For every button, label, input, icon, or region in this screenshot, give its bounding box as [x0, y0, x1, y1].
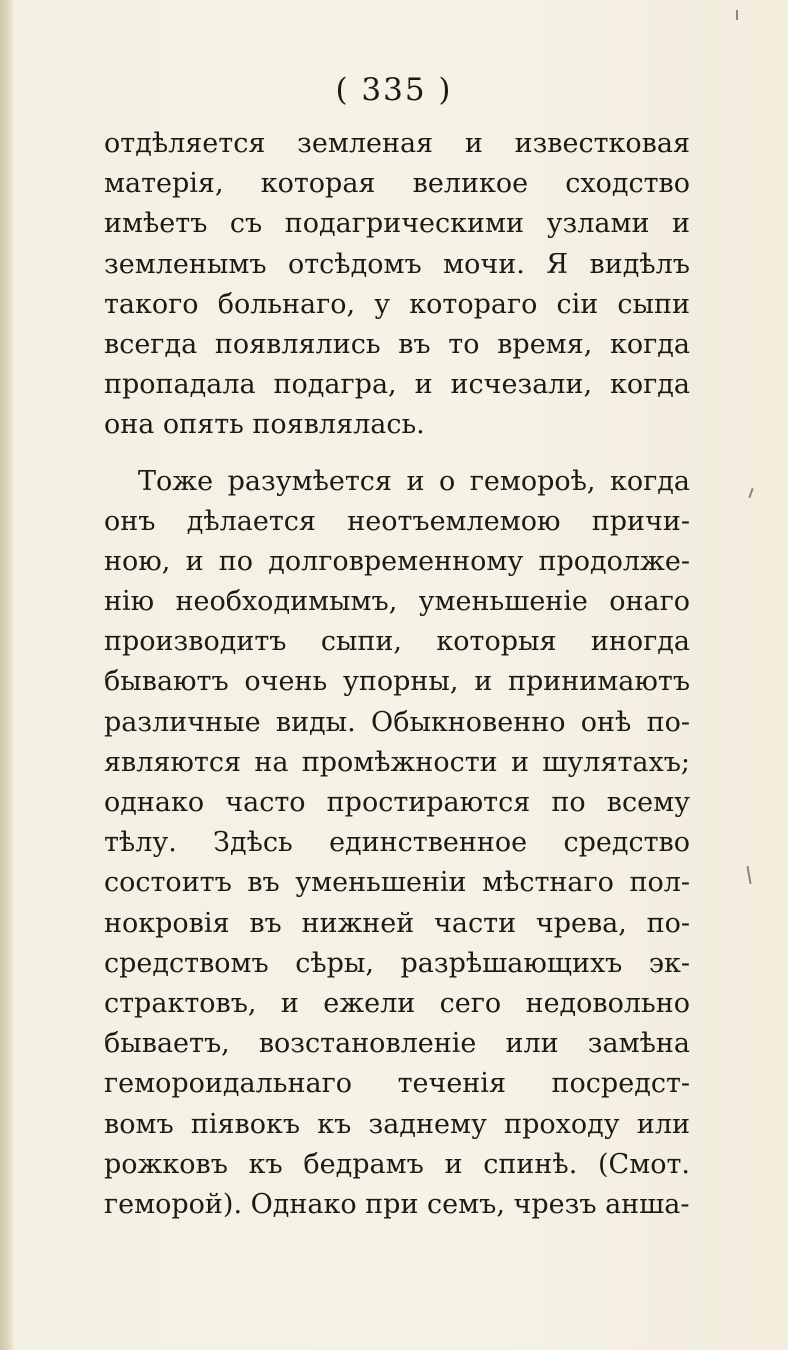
- text-line: Тоже разумѣется и о гемороѣ, когда: [138, 465, 690, 497]
- paragraph-2: [104, 462, 690, 1226]
- text-line: вомъ піявокъ къ заднему проходу или: [104, 1108, 690, 1140]
- text-line: гемороидальнаго теченія посредст-: [104, 1068, 690, 1100]
- page-number: ( 335 ): [335, 72, 453, 108]
- text-line: нію необходимымъ, уменьшеніе онаго: [104, 586, 690, 618]
- paragraph-1: [104, 124, 690, 446]
- paper-speck: [748, 488, 753, 498]
- text-line: такого больнаго, у котораго сіи сыпи: [104, 288, 690, 320]
- text-line: нокровія въ нижней части чрева, по-: [104, 907, 690, 939]
- text-line: средствомъ сѣры, разрѣшающихъ эк-: [104, 947, 690, 979]
- text-line: состоитъ въ уменьшеніи мѣстнаго пол-: [104, 867, 690, 899]
- text-line: страктовъ, и ежели сего недовольно: [104, 987, 690, 1019]
- paper-speck: [746, 866, 751, 884]
- text-line: являются на промѣжности и шулятахъ;: [104, 746, 690, 778]
- text-line: производитъ сыпи, которыя иногда: [104, 626, 690, 658]
- body-text: [104, 124, 690, 1225]
- text-line: бываютъ очень упорны, и принимаютъ: [104, 666, 690, 698]
- text-line: земленымъ отсѣдомъ мочи. Я видѣлъ: [104, 248, 690, 280]
- paper-speck: [736, 10, 738, 20]
- text-line: имѣетъ съ подагрическими узлами и: [104, 208, 690, 240]
- text-line: всегда появлялись въ то время, когда: [104, 328, 690, 360]
- paragraph-gap: [104, 446, 690, 462]
- text-line: она опять появлялась.: [104, 409, 425, 441]
- text-line: отдѣляется землeная и известковая: [104, 128, 690, 159]
- text-line: рожковъ къ бедрамъ и спинѣ. (Смот.: [104, 1148, 690, 1180]
- text-line: онъ дѣлается неотъемлемою причи-: [104, 505, 690, 537]
- page-spine-shadow: [0, 0, 14, 1350]
- text-line: геморой). Однако при семъ, чрезъ анша-: [104, 1188, 690, 1220]
- text-line: ною, и по долговременному продолже-: [104, 545, 690, 577]
- text-line: пропадала подагра, и исчезали, когда: [104, 369, 690, 401]
- text-line: матерія, которая великое сходство: [104, 168, 690, 200]
- text-line: однако часто простираются по всему: [104, 787, 690, 818]
- text-line: различные виды. Обыкновенно онѣ по-: [104, 706, 690, 738]
- text-line: тѣлу. Здѣсь единственное средство: [104, 827, 690, 859]
- text-line: бываетъ, возстановленіе или замѣна: [104, 1028, 690, 1060]
